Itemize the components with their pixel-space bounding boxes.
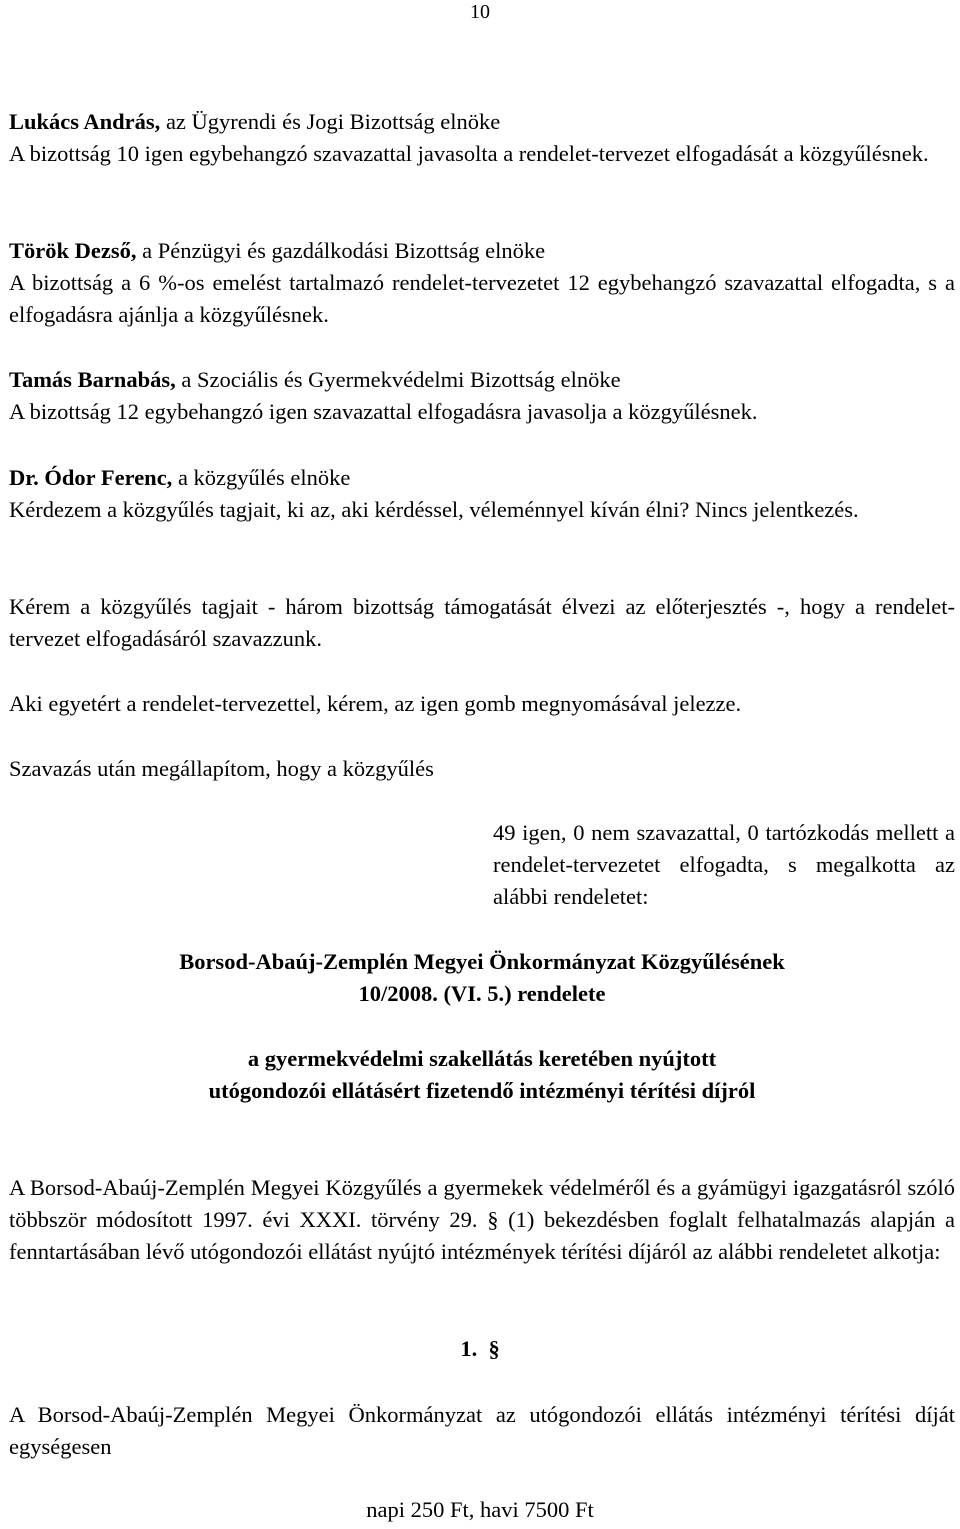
fee-amount: napi 250 Ft, havi 7500 Ft bbox=[366, 1497, 594, 1522]
paragraph-text: Kérdezem a közgyűlés tagjait, ki az, aki kérdéssel, véleménnyel kíván élni? Nincs jelentkezés. bbox=[9, 497, 859, 522]
paragraph-vote-instruction: Aki egyetért a rendelet-tervezettel, kérem, az igen gomb megnyomásával jelezze. bbox=[9, 691, 742, 716]
section-heading: 1. § bbox=[460, 1336, 500, 1361]
vote-result: 49 igen, 0 nem szavazattal, 0 tartózkodás mellett a rendelet-tervezetet elfogadta, s megalkotta az alábbi rendeletet: bbox=[493, 820, 955, 909]
speaker-name: Török Dezső, bbox=[9, 238, 137, 263]
decree-preamble: A Borsod-Abaúj-Zemplén Megyei Közgyűlés a gyermekek védelméről és a gyámügyi igazgatásról szóló többször módosított 1997. évi XXXI. törvény 29. § (1) bekezdésben foglalt felhatalmazás alapján a fenntartásában lévő utógondozói ellátást nyújtó intézmények térítési díjáról az alábbi rendeletet alkotja: bbox=[9, 1175, 955, 1264]
speaker-name: Tamás Barnabás, bbox=[9, 367, 176, 392]
paragraph-text: A bizottság 12 egybehangzó igen szavazattal elfogadásra javasolja a közgyűlésnek. bbox=[9, 399, 758, 424]
paragraph-voting-request: Kérem a közgyűlés tagjait - három bizottság támogatását élvezi az előterjesztés -, hogy a rendelet-tervezet elfogadásáról szavazzunk. bbox=[9, 594, 955, 651]
section-text: A Borsod-Abaúj-Zemplén Megyei Önkormányzat az utógondozói ellátás intézményi térítési díját egységesen bbox=[9, 1402, 955, 1459]
decree-subject-line1: a gyermekvédelmi szakellátás keretében nyújtott bbox=[247, 1046, 717, 1071]
speaker-name: Lukács András, bbox=[9, 109, 161, 134]
paragraph-lukacs bbox=[9, 106, 955, 170]
speaker-role: a közgyűlés elnöke bbox=[172, 465, 351, 490]
paragraph-torok bbox=[9, 235, 955, 331]
decree-title-line1: Borsod-Abaúj-Zemplén Megyei Önkormányzat Közgyűlésének bbox=[179, 949, 785, 974]
paragraph-tamas bbox=[9, 364, 955, 428]
decree-title-line2: 10/2008. (VI. 5.) rendelete bbox=[358, 981, 606, 1006]
paragraph-vote-announcement: Szavazás után megállapítom, hogy a közgyűlés bbox=[9, 756, 434, 781]
speaker-role: az Ügyrendi és Jogi Bizottság elnöke bbox=[160, 109, 501, 134]
speaker-role: a Pénzügyi és gazdálkodási Bizottság elnöke bbox=[136, 238, 546, 263]
decree-subject bbox=[9, 1043, 955, 1107]
page-number: 10 bbox=[470, 1, 490, 23]
decree-subject-line2: utógondozói ellátásért fizetendő intézményi térítési díjról bbox=[208, 1078, 756, 1103]
paragraph-text: A bizottság a 6 %-os emelést tartalmazó rendelet-tervezetet 12 egybehangzó szavazattal elfogadta, s a elfogadásra ajánlja a közgyűlésnek. bbox=[9, 270, 955, 327]
paragraph-text: A bizottság 10 igen egybehangzó szavazattal javasolta a rendelet-tervezet elfogadását a közgyűlésnek. bbox=[9, 141, 929, 166]
paragraph-odor bbox=[9, 462, 955, 526]
decree-title bbox=[9, 946, 955, 1010]
speaker-name: Dr. Ódor Ferenc, bbox=[9, 465, 173, 490]
speaker-role: a Szociális és Gyermekvédelmi Bizottság elnöke bbox=[175, 367, 621, 392]
